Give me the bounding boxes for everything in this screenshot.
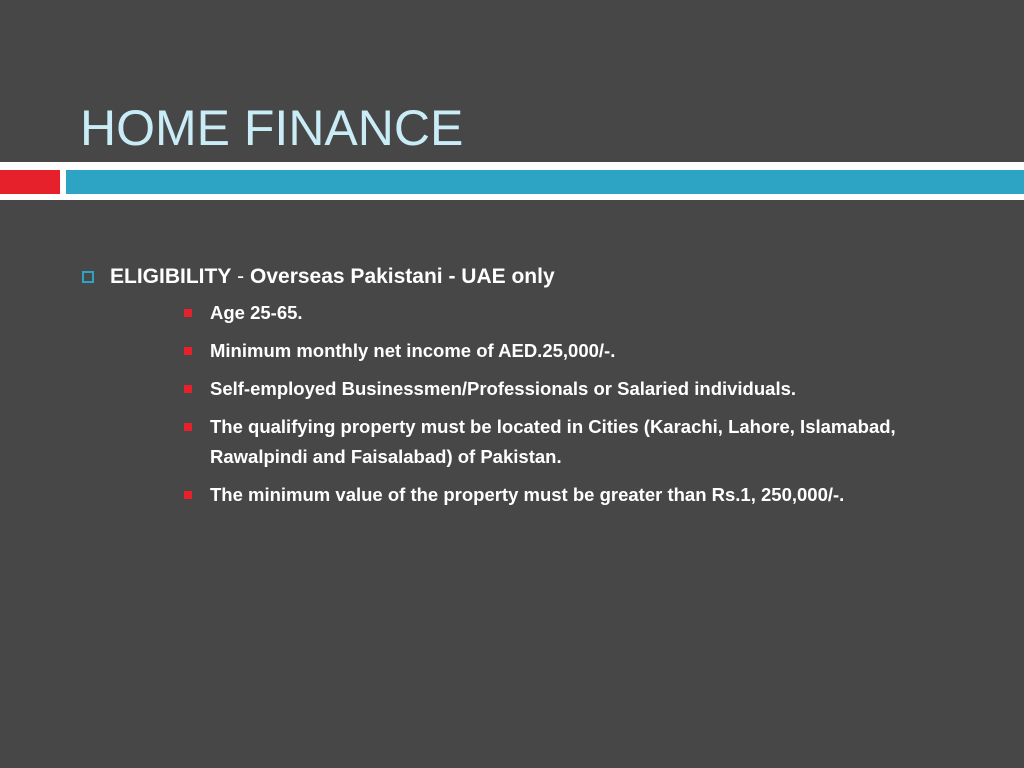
criteria-text: The minimum value of the property must be greater than Rs.1, 250,000/-. <box>210 484 845 505</box>
divider-blue-segment <box>66 170 1024 194</box>
red-square-bullet-icon <box>184 309 192 317</box>
main-bullet-text: Overseas Pakistani - UAE only <box>250 265 555 288</box>
red-square-bullet-icon <box>184 385 192 393</box>
list-item <box>184 412 936 472</box>
criteria-text: Self-employed Businessmen/Professionals or Salaried individuals. <box>210 378 797 399</box>
criteria-text: Minimum monthly net income of AED.25,000/-. <box>210 340 616 361</box>
divider-red-segment <box>0 170 60 194</box>
eligibility-criteria-list <box>80 298 960 510</box>
main-bullet <box>80 262 960 292</box>
red-square-bullet-icon <box>184 491 192 499</box>
criteria-text: Age 25-65. <box>210 302 303 323</box>
slide-title: HOME FINANCE <box>80 100 464 156</box>
red-square-bullet-icon <box>184 347 192 355</box>
list-item <box>184 374 936 404</box>
red-square-bullet-icon <box>184 423 192 431</box>
list-item <box>184 298 936 328</box>
list-item <box>184 336 936 366</box>
main-bullet-separator: - <box>231 265 251 288</box>
criteria-text: The qualifying property must be located in Cities (Karachi, Lahore, Islamabad, Rawalpindi and Faisalabad) of Pakistan. <box>210 416 896 467</box>
slide-content <box>80 262 960 518</box>
main-bullet-label: ELIGIBILITY <box>110 265 232 288</box>
list-item <box>184 480 936 510</box>
square-outline-bullet-icon <box>82 271 94 283</box>
